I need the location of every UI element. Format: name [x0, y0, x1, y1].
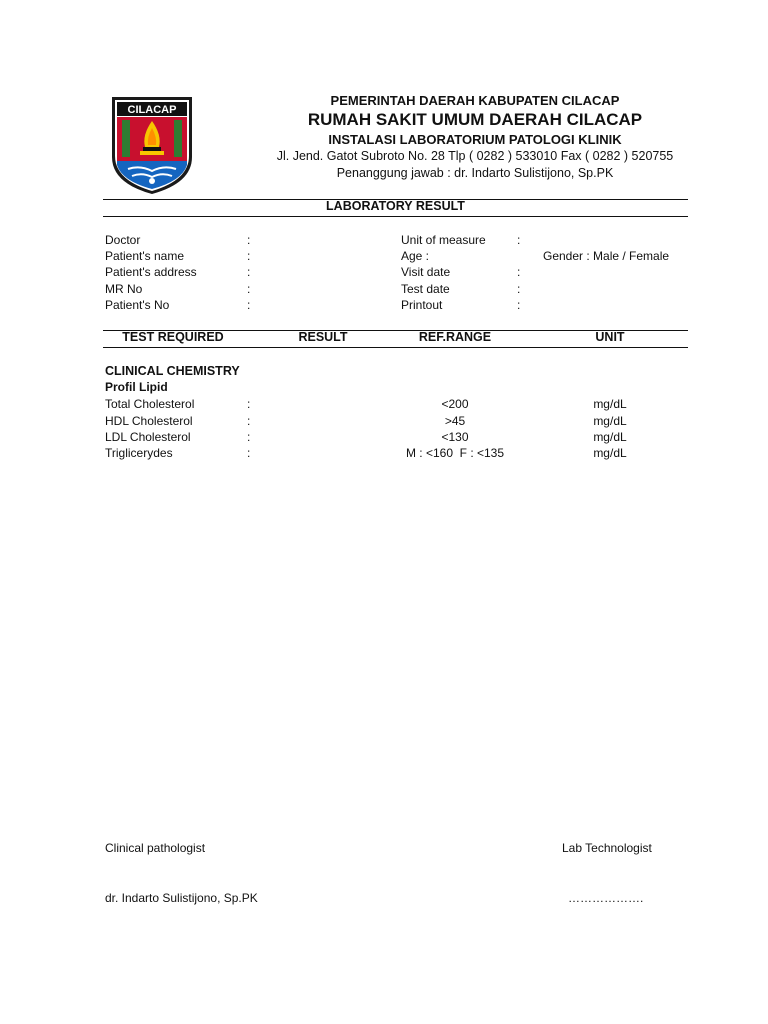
test-ref-range: M : <160 F : <135	[405, 446, 505, 460]
gender-value: Gender : Male / Female	[543, 249, 670, 263]
column-header-test: TEST REQUIRED	[122, 330, 224, 344]
test-name: HDL Cholesterol	[105, 414, 193, 428]
test-unit: mg/dL	[593, 446, 627, 460]
header-installation: INSTALASI LABORATORIUM PATOLOGI KLINIK	[328, 132, 622, 147]
patient-name-label: Patient's name	[105, 249, 185, 263]
test-name: LDL Cholesterol	[105, 430, 191, 444]
test-sep: :	[247, 430, 251, 444]
logo-text: CILACAP	[127, 104, 177, 116]
unit-of-measure-sep: :	[517, 233, 521, 247]
patient-address-sep: :	[247, 265, 251, 279]
signature-right-name: ……………….	[568, 891, 644, 905]
page-title: LABORATORY RESULT	[326, 199, 465, 213]
patient-no-sep: :	[247, 298, 251, 312]
column-header-unit: UNIT	[595, 330, 625, 344]
header-responsible: Penanggung jawab : dr. Indarto Sulistijono, Sp.PK	[336, 166, 614, 180]
printout-label: Printout	[401, 298, 443, 312]
patient-no-label: Patient's No	[105, 298, 170, 312]
visit-date-label: Visit date	[401, 265, 451, 279]
test-name: Triglicerydes	[105, 446, 173, 460]
test-date-label: Test date	[401, 282, 450, 296]
signature-left-role: Clinical pathologist	[105, 841, 206, 855]
column-header-ref-range: REF.RANGE	[418, 330, 492, 344]
column-header-result: RESULT	[298, 330, 348, 344]
test-ref-range: <130	[441, 430, 469, 444]
test-ref-range: <200	[441, 397, 469, 411]
header-hospital-name: RUMAH SAKIT UMUM DAERAH CILACAP	[307, 110, 643, 129]
doctor-sep: :	[247, 233, 251, 247]
test-date-sep: :	[517, 282, 521, 296]
section-heading: CLINICAL CHEMISTRY	[105, 364, 240, 378]
unit-of-measure-label: Unit of measure	[401, 233, 486, 247]
test-unit: mg/dL	[593, 397, 627, 411]
patient-name-sep: :	[247, 249, 251, 263]
cilacap-logo	[110, 95, 194, 195]
mr-no-label: MR No	[105, 282, 143, 296]
title-rule-bottom	[103, 216, 688, 217]
age-label: Age :	[401, 249, 430, 263]
header-address: Jl. Jend. Gatot Subroto No. 28 Tlp ( 0282 ) 533010 Fax ( 0282 ) 520755	[276, 149, 674, 163]
mr-no-sep: :	[247, 282, 251, 296]
test-ref-range: >45	[444, 414, 466, 428]
test-unit: mg/dL	[593, 430, 627, 444]
signature-right-role: Lab Technologist	[562, 841, 652, 855]
test-sep: :	[247, 414, 251, 428]
visit-date-sep: :	[517, 265, 521, 279]
table-header-rule-bottom	[103, 347, 688, 348]
header-government: PEMERINTAH DAERAH KABUPATEN CILACAP	[330, 93, 620, 108]
patient-address-label: Patient's address	[105, 265, 197, 279]
test-name: Total Cholesterol	[105, 397, 195, 411]
signature-left-name: dr. Indarto Sulistijono, Sp.PK	[105, 891, 258, 905]
test-unit: mg/dL	[593, 414, 627, 428]
printout-sep: :	[517, 298, 521, 312]
subsection-heading: Profil Lipid	[105, 380, 168, 394]
test-sep: :	[247, 397, 251, 411]
doctor-label: Doctor	[105, 233, 141, 247]
test-sep: :	[247, 446, 251, 460]
